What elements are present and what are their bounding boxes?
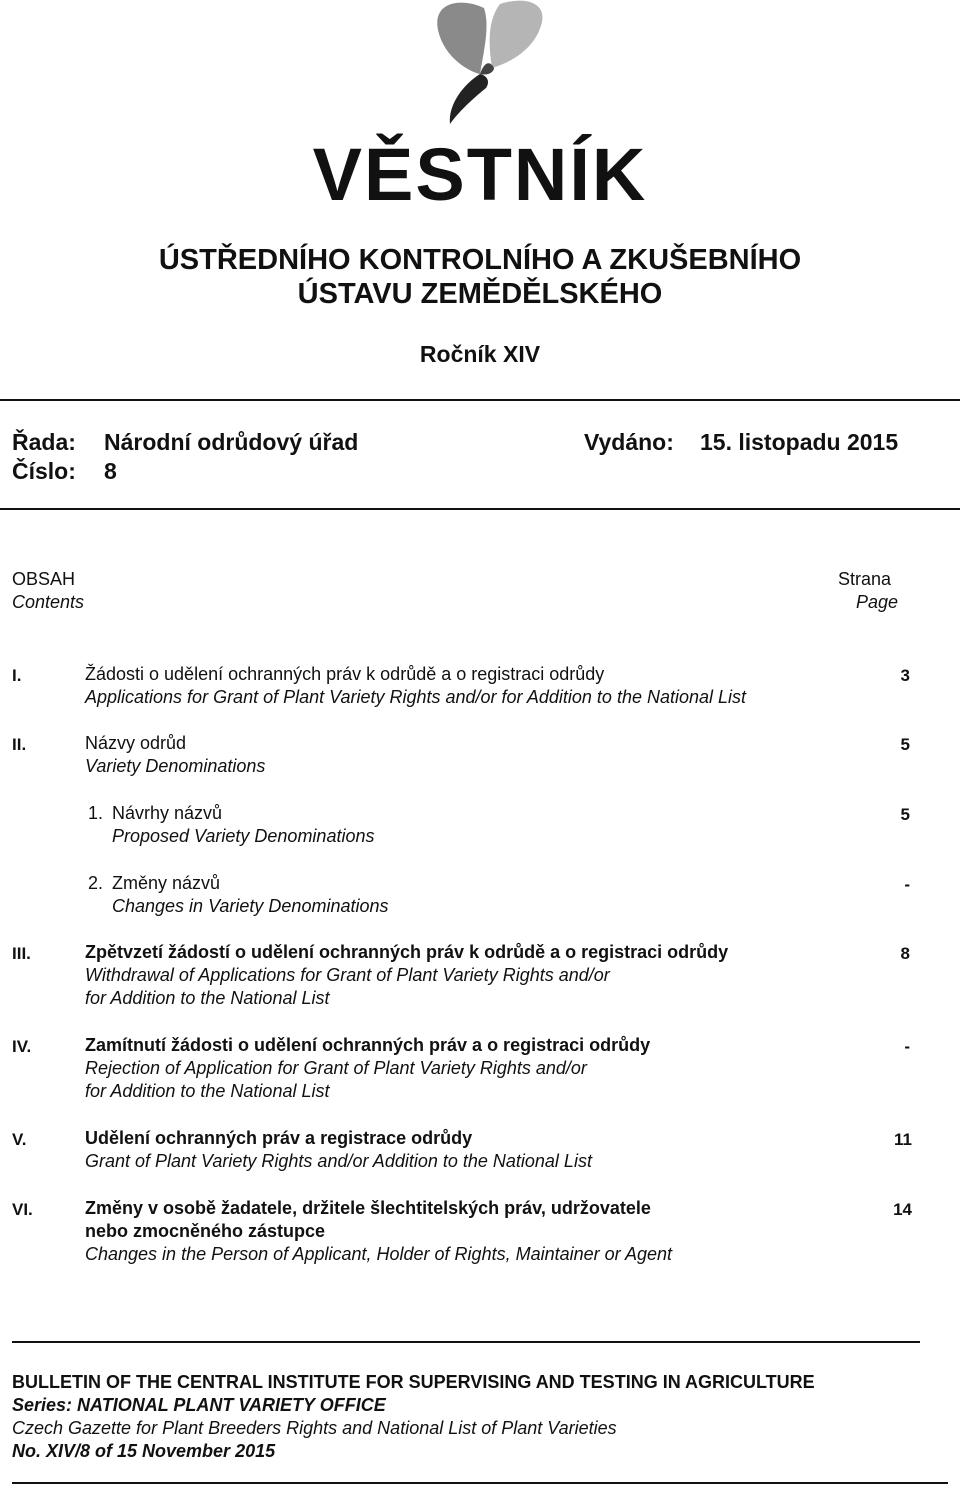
- toc-entry-6-cz-2: nebo zmocněného zástupce: [85, 1221, 326, 1241]
- toc-page-5: 11: [894, 1130, 912, 1149]
- toc-num-1: I.: [12, 666, 22, 685]
- footer-gazette: Czech Gazette for Plant Breeders Rights and National List of Plant Varieties: [12, 1418, 617, 1438]
- page-heading-en: Page: [856, 592, 899, 612]
- divider-top: [0, 399, 960, 401]
- toc-entry-2-cz: Názvy odrůd: [85, 733, 187, 753]
- publisher-line-2: ÚSTAVU ZEMĚDĚLSKÉHO: [297, 278, 663, 310]
- footer: [12, 1371, 815, 1463]
- toc-page-3: 8: [900, 944, 910, 963]
- toc-entry-2-2-en: Changes in Variety Denominations: [112, 896, 389, 916]
- toc-num-2: II.: [12, 735, 27, 754]
- toc-entry-3-en-1: Withdrawal of Applications for Grant of Plant Variety Rights and/or: [85, 965, 610, 985]
- toc-entry-2-2: [88, 872, 389, 918]
- toc-page-2: 5: [900, 735, 910, 754]
- contents-heading-en: Contents: [12, 592, 85, 612]
- footer-bulletin: BULLETIN OF THE CENTRAL INSTITUTE FOR SUPERVISING AND TESTING IN AGRICULTURE: [12, 1372, 815, 1392]
- logo: [404, 0, 554, 125]
- toc-num-6: VI.: [12, 1200, 33, 1219]
- toc-page-2-2: -: [904, 875, 910, 894]
- toc-entry-2-1-cz: Návrhy názvů: [112, 803, 223, 823]
- toc-num-3: III.: [12, 944, 31, 963]
- divider-bottom: [12, 1482, 948, 1484]
- toc-page-6: 14: [893, 1200, 912, 1219]
- toc-entry-5-cz: Udělení ochranných práv a registrace odrůdy: [85, 1128, 473, 1148]
- divider-mid: [0, 508, 960, 510]
- page-heading: Strana: [838, 569, 892, 589]
- toc-entry-2-1-en: Proposed Variety Denominations: [112, 826, 375, 846]
- publisher-line-1: ÚSTŘEDNÍHO KONTROLNÍHO A ZKUŠEBNÍHO: [158, 244, 802, 276]
- toc-page-2-1: 5: [900, 805, 910, 824]
- toc-entry-1: [85, 663, 746, 709]
- leaf-sprout-icon: [404, 0, 554, 125]
- toc-entry-6-cz-1: Změny v osobě žadatele, držitele šlechtitelských práv, udržovatele: [85, 1198, 651, 1218]
- toc-entry-2: [85, 732, 265, 778]
- series-value: Národní odrůdový úřad: [104, 429, 359, 455]
- publication-title: VĚSTNÍK: [312, 133, 648, 216]
- divider-footer: [12, 1341, 920, 1343]
- issued-value: 15. listopadu 2015: [700, 429, 899, 455]
- toc-num-2-2: 2.: [88, 873, 104, 893]
- toc-entry-1-cz: Žádosti o udělení ochranných práv k odrůdě a o registraci odrůdy: [85, 664, 605, 684]
- toc-page-4: -: [904, 1037, 910, 1056]
- toc-entry-2-1: [88, 802, 374, 848]
- toc-entry-5: [85, 1127, 592, 1173]
- publisher-name: [0, 243, 960, 311]
- volume: Ročník XIV: [419, 341, 541, 367]
- toc-entry-4: [85, 1034, 650, 1103]
- toc-entry-3-cz: Zpětvzetí žádostí o udělení ochranných práv k odrůdě a o registraci odrůdy: [85, 942, 729, 962]
- issued-label: Vydáno:: [584, 429, 674, 455]
- toc-num-2-1: 1.: [88, 803, 104, 823]
- contents-heading: OBSAH: [12, 569, 76, 589]
- toc-entry-3: [85, 941, 728, 1010]
- footer-issue: No. XIV/8 of 15 November 2015: [12, 1441, 276, 1461]
- toc-entry-5-en: Grant of Plant Variety Rights and/or Addition to the National List: [85, 1151, 592, 1171]
- toc-entry-2-2-cz: Změny názvů: [112, 873, 221, 893]
- series-label: Řada:: [12, 429, 76, 455]
- toc-entry-4-en-1: Rejection of Application for Grant of Plant Variety Rights and/or: [85, 1058, 587, 1078]
- toc-entry-4-en-2: for Addition to the National List: [85, 1081, 330, 1101]
- toc-entry-4-cz: Zamítnutí žádosti o udělení ochranných práv a o registraci odrůdy: [85, 1035, 651, 1055]
- toc-entry-6-en: Changes in the Person of Applicant, Holder of Rights, Maintainer or Agent: [85, 1244, 672, 1264]
- toc-page-1: 3: [900, 666, 910, 685]
- toc-num-5: V.: [12, 1130, 27, 1149]
- toc-entry-6: [85, 1197, 672, 1266]
- footer-series: Series: NATIONAL PLANT VARIETY OFFICE: [12, 1395, 386, 1415]
- toc-entry-2-en: Variety Denominations: [85, 756, 266, 776]
- number-label: Číslo:: [12, 458, 76, 484]
- toc-entry-3-en-2: for Addition to the National List: [85, 988, 330, 1008]
- toc-num-4: IV.: [12, 1037, 32, 1056]
- toc-entry-1-en: Applications for Grant of Plant Variety Rights and/or for Addition to the National List: [85, 687, 747, 707]
- number-value: 8: [104, 458, 117, 484]
